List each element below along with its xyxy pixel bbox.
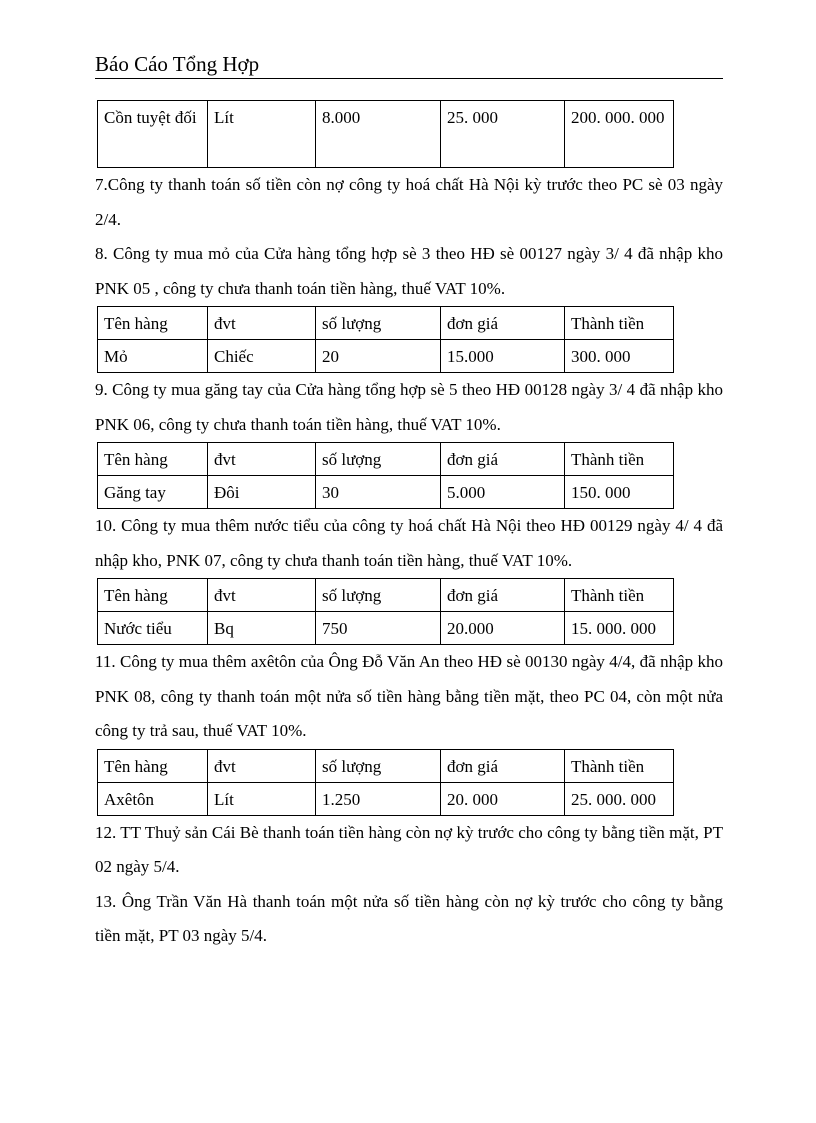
table-header-row (98, 307, 674, 340)
table-row (98, 476, 674, 509)
table-row (98, 101, 674, 168)
table-cell: 200. 000. 000 (565, 101, 674, 168)
paragraph-8: 8. Công ty mua mỏ của Cửa hàng tổng hợp sè 3 theo HĐ sè 00127 ngày 3/ 4 đã nhập kho PNK 05 , công ty chưa thanh toán tiền hàng, thuế VAT 10%. (95, 244, 723, 298)
table-cell: 1.250 (316, 782, 441, 815)
table-cell: 300. 000 (565, 340, 674, 373)
table-cell: 150. 000 (565, 476, 674, 509)
table-header-row (98, 579, 674, 612)
table-cell: 5.000 (441, 476, 565, 509)
table-con-tuyet-doi (97, 100, 674, 168)
table-item-9 (97, 442, 674, 509)
paragraph-9: 9. Công ty mua găng tay của Cửa hàng tổng hợp sè 5 theo HĐ 00128 ngày 3/ 4 đã nhập kho PNK 06, công ty chưa thanh toán tiền hàng, thuế VAT 10%. (95, 380, 723, 434)
table-cell: Nước tiểu (98, 612, 208, 645)
column-header: số lượng (316, 749, 441, 782)
column-header: đơn giá (441, 579, 565, 612)
table-row (98, 340, 674, 373)
table-cell: Axêtôn (98, 782, 208, 815)
paragraph-12: 12. TT Thuỷ sản Cái Bè thanh toán tiền hàng còn nợ kỳ trước cho công ty bằng tiền mặt, PT 02 ngày 5/4. (95, 822, 723, 876)
table-cell: 30 (316, 476, 441, 509)
table-cell: Mỏ (98, 340, 208, 373)
column-header: đơn giá (441, 443, 565, 476)
column-header: Tên hàng (98, 749, 208, 782)
column-header: số lượng (316, 579, 441, 612)
column-header: Tên hàng (98, 443, 208, 476)
table-cell: 20 (316, 340, 441, 373)
table-cell: 15.000 (441, 340, 565, 373)
table-row (98, 782, 674, 815)
column-header: Thành tiền (565, 307, 674, 340)
table-row (98, 612, 674, 645)
column-header: Thành tiền (565, 579, 674, 612)
table-cell: 8.000 (316, 101, 441, 168)
column-header: đvt (208, 579, 316, 612)
column-header: đvt (208, 307, 316, 340)
document-body (95, 100, 723, 954)
table-cell: 25. 000 (441, 101, 565, 168)
column-header: Tên hàng (98, 579, 208, 612)
column-header: đơn giá (441, 749, 565, 782)
column-header: số lượng (316, 307, 441, 340)
column-header: số lượng (316, 443, 441, 476)
table-cell: 25. 000. 000 (565, 782, 674, 815)
table-cell: Cồn tuyệt đối (98, 101, 208, 168)
paragraph-11: 11. Công ty mua thêm axêtôn của Ông Đỗ Văn An theo HĐ sè 00130 ngày 4/4, đã nhập kho PNK 08, công ty thanh toán một nửa số tiền hàng bằng tiền mặt, theo PC 04, còn một nửa công ty trả sau, thuế VAT 10%. (95, 652, 723, 740)
table-cell: 20. 000 (441, 782, 565, 815)
column-header: Tên hàng (98, 307, 208, 340)
paragraph-10: 10. Công ty mua thêm nước tiểu của công ty hoá chất Hà Nội theo HĐ 00129 ngày 4/ 4 đã nhập kho, PNK 07, công ty chưa thanh toán tiền hàng, thuế VAT 10%. (95, 516, 723, 570)
table-cell: Găng tay (98, 476, 208, 509)
table-header-row (98, 749, 674, 782)
table-cell: Đôi (208, 476, 316, 509)
table-cell: 750 (316, 612, 441, 645)
column-header: Thành tiền (565, 443, 674, 476)
column-header: đơn giá (441, 307, 565, 340)
header-title: Báo Cáo Tổng Hợp (95, 52, 260, 76)
column-header: đvt (208, 749, 316, 782)
column-header: Thành tiền (565, 749, 674, 782)
table-cell: 15. 000. 000 (565, 612, 674, 645)
page-header (95, 50, 723, 79)
table-cell: Chiếc (208, 340, 316, 373)
column-header: đvt (208, 443, 316, 476)
table-cell: 20.000 (441, 612, 565, 645)
table-item-11 (97, 749, 674, 816)
table-item-8 (97, 306, 674, 373)
table-header-row (98, 443, 674, 476)
table-item-10 (97, 578, 674, 645)
paragraph-7: 7.Công ty thanh toán số tiền còn nợ công ty hoá chất Hà Nội kỳ trước theo PC sè 03 ngày 2/4. (95, 175, 723, 229)
table-cell: Bq (208, 612, 316, 645)
table-cell: Lít (208, 101, 316, 168)
paragraph-13: 13. Ông Trần Văn Hà thanh toán một nửa số tiền hàng còn nợ kỳ trước cho công ty bằng tiền mặt, PT 03 ngày 5/4. (95, 891, 723, 945)
table-cell: Lít (208, 782, 316, 815)
